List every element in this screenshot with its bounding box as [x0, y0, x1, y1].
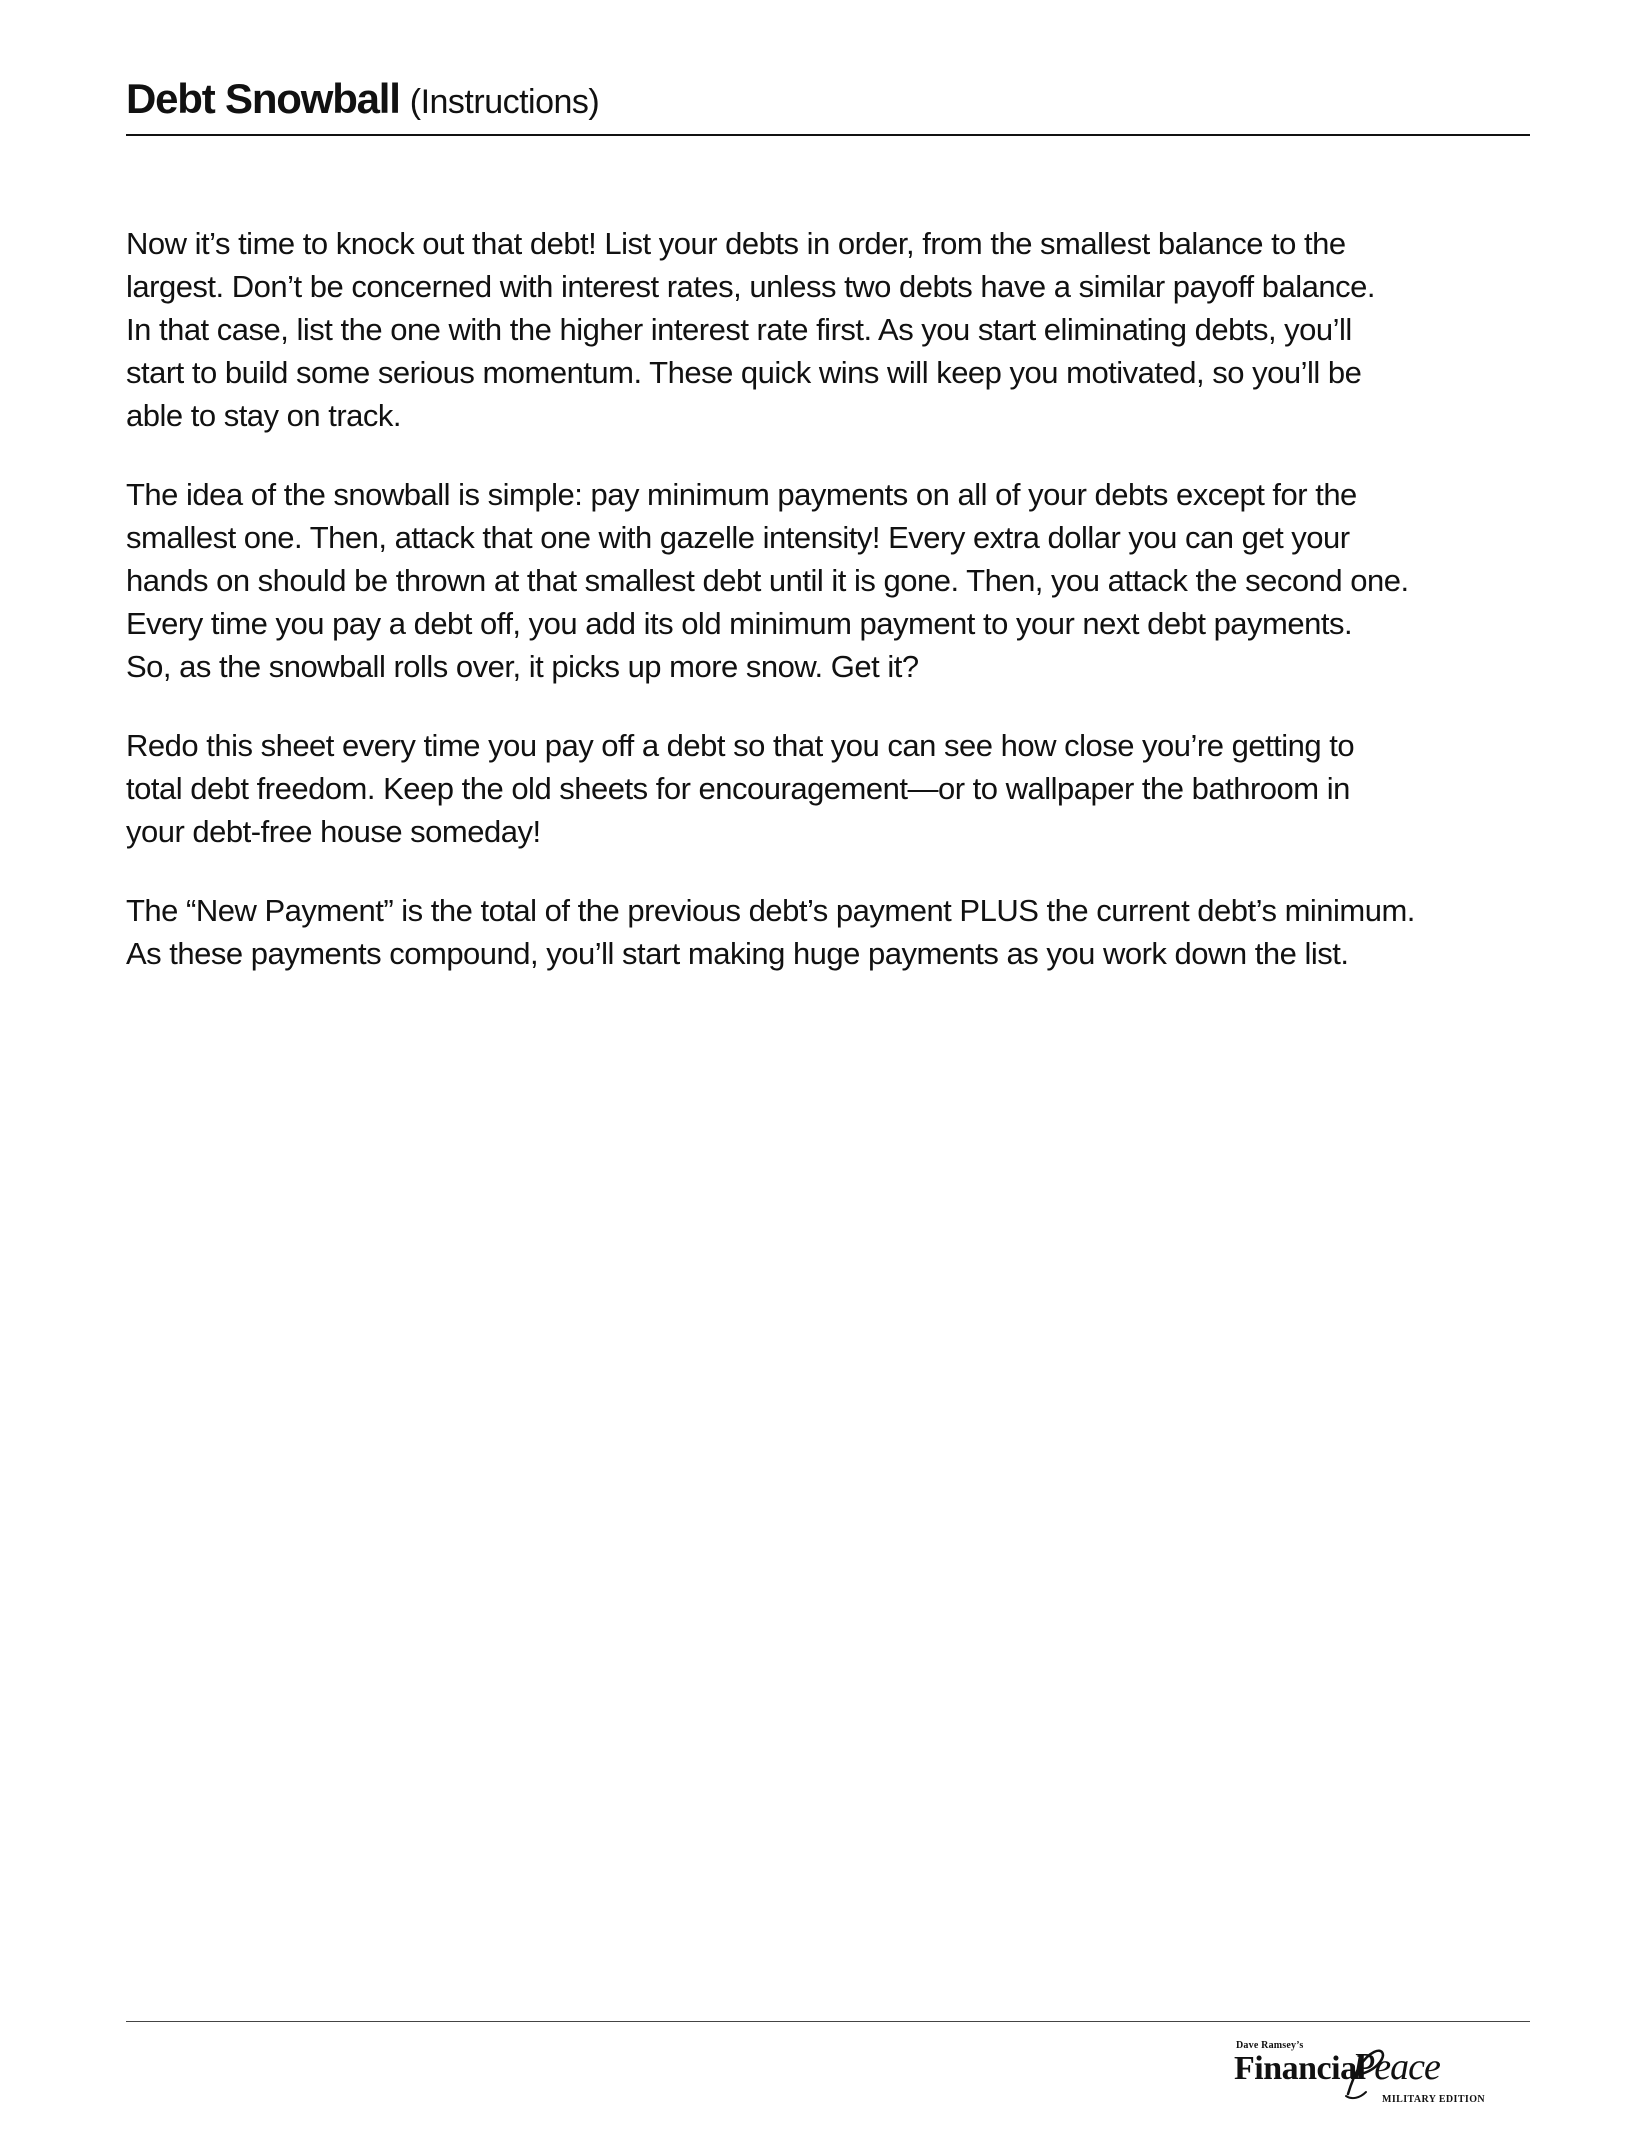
footer-divider [126, 2021, 1530, 2022]
logo-script-word: Peace [1352, 2046, 1440, 2088]
paragraph-new-payment: The “New Payment” is the total of the previous debt’s payment PLUS the current debt’s minimum. As these payments compound, you’ll start making huge payments as you work down the list. [126, 893, 1415, 971]
paragraph-snowball-idea: The idea of the snowball is simple: pay minimum payments on all of your debts except for the smallest one. Then, attack that one with gazelle intensity! Every extra dollar you can get your hands on should be thrown at that smallest debt until it is gone. Then, you attack the second one. Every time you pay a debt off, you add its old minimum payment to your next debt payments. So, as the snowball rolls over, it picks up more snow. Get it? [126, 477, 1409, 684]
title-subtitle: (Instructions) [409, 83, 600, 121]
paragraph-redo-sheet: Redo this sheet every time you pay off a debt so that you can see how close you’re getting to total debt freedom. Keep the old sheets for encouragement—or to wallpaper the bathroom in your debt-free house someday! [126, 728, 1355, 849]
paragraph-ordering: Now it’s time to knock out that debt! List your debts in order, from the smallest balance to the largest. Don’t be concerned with interest rates, unless two debts have a similar payoff balance. In that case, list the one with the higher interest rate first. As you start eliminating debts, you’ll start to build some serious momentum. These quick wins will keep you motivated, so you’ll be able to stay on track. [126, 226, 1375, 433]
page-header [126, 66, 1530, 136]
title-main: Debt Snowball [126, 75, 400, 122]
page-title [126, 75, 600, 122]
instructions-body [126, 222, 1546, 1011]
logo-byline: Dave Ramsey’s [1236, 2040, 1304, 2051]
logo-edition: MILITARY EDITION [1382, 2094, 1486, 2105]
logo-main-word: Financial [1234, 2050, 1366, 2087]
financial-peace-logo [1232, 2040, 1512, 2120]
